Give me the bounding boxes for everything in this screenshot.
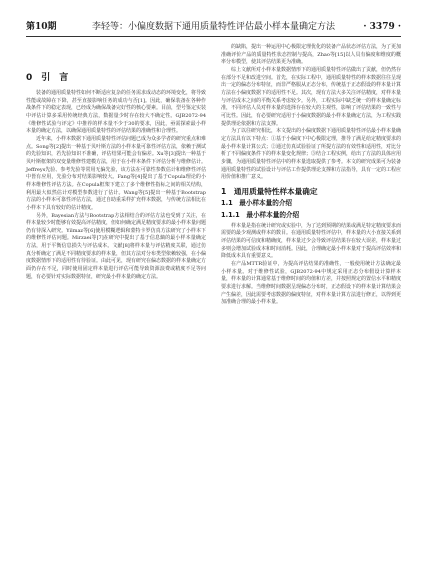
continuation-paragraph-2: 综上文献所对小样本量数据情形下的通用质量特性评估做出了贡献，但仍然存在部分不足和改进空间。首先，在实际工程中，通用质量特性的样本数据往往呈现出一定的偏态分布特征，而非严格服从正态分布，传统基于正态假设的样本量计算方法在小偏度数据下的适用性不足。其次，现有方法大多关注评估精度，对样本量与评估成本之间的平衡关系考虑较少。另外，工程实际中缺乏统一的样本量确定标准，不同评估人员对样本量的选择存在较大的主观性，影响了评估结果的一致性与可比性。因此，有必要研究适用于小偏度数据的最小样本量确定方法，为工程实践提供理论依据和方法支撑。	[221, 66, 402, 127]
section-heading-1: 1 通用质量特性样本量确定	[221, 186, 318, 196]
intro-paragraph-3: 另外，Bayesian方法与Bootstrap方法相结合的评估方法也受到了关注，在样本量较少时能够有效提高评估精度，但如何确定满足精度要求的最小样本量问题仍有待深入研究。Yilmaz等[6]使用模糊逻辑和蒙特卡罗仿真方法研究了小样本下的维修性评估问题。Mirzaei等[7]在研究中提出了基于信息熵的最小样本量确定方法，用于平衡信息损失与评估成本。文献[8]将样本量与评估精度关联，通过仿真分析确定了满足不同精度要求的样本量，但其方法对分布类型依赖较强，在小偏度数据情形下的适用性有待验证。由此可见，现有研究在偏态数据的样本量确定方面仍存在不足，同时使用固定样本量进行评估可能导致资源浪费或精度不足等问题，有必要针对实际数据特征，研究最小样本量的确定方法。	[26, 212, 207, 280]
intro-paragraph-1: 装备的通用质量特性如何不断适应复杂的任务需求成动态的环境变化，将导致性能或故障在下降，甚至直接影响任务的成功与否[1]。因此，确保装备在各种作战条件下的稳定表现，已经成为确保战备完好性的核心要素。目前，型号鉴定实装中评估计算多采用传统经典方法，数据量少时存在较大不确定性。GJB2072-94《维修性试验与评定》中推荐的样本量不少于30的要求，因此，亟需探索最小样本量的确定方法，以确保通用质量特性的评估结果的准确性和合理性。	[26, 90, 207, 135]
subsection-heading-1-1: 1.1 最小样本量的介绍	[221, 198, 293, 207]
continuation-paragraph-3: 为了以往研究相比，本文提出的小偏度数据下通用质量特性评估最小样本量确定方法具有以下特点：①基于小偏度下中心极限定理，推导了满足给定精度要求的最小样本量计算公式；②通过仿真试验验证了所提方法的有效性和适用性，对比分析了不同偏度条件下的样本量变化规律；③结合工程实例，给出了方法的具体应用步骤，为通用质量特性评估中的样本量选取提供了参考。本文的研究成果可为装备通用质量特性的试验设计与评估工作提供理论支撑和方法指导，具有一定的工程应用价值和推广意义。	[221, 128, 402, 181]
body-paragraph-1: 样本量是指在统计研究或实验中，为了达到预期的结果或满足特定精度要求而需要的最少观测或样本的数目。在通用质量特性评估中，样本量的大小直接关系到评估结果的可信度和精确度，样本量过少会导致评估结果存在较大误差，样本量过多则会增加试验成本和时间消耗。因此，合理确定最小样本量对于提高评估效率和降低成本具有重要意义。	[221, 222, 402, 260]
page-number: · 3379 ·	[363, 22, 401, 32]
right-column	[221, 44, 401, 307]
running-header	[26, 20, 401, 34]
intro-paragraph-2: 近年来，小样本数据下通用质量特性评估问题已成为众多学者的研究重点和难点。Song等[2]提出一种基于贝叶斯方法的小样本量可靠性评估方法，依赖于测试的先验知识，若先验知识不准确，评估结果可能会有偏差。Xu等[3]提出一种基于贝叶斯框架的双变量维修性建模方法，用于在小样本条件下评估分析与维修估计。Jeffreys先验、参考先验等常用无偏先验，该方法在可靠性参数估计和维修性评估中皆有应用，先验分布对结果影响较大。Fang等[4]提出了基于Copula理论的小样本维修性评估方法。在Copula框架下建立了多个维修性指标之间的相关结构，利用最大似然估计对模型参数进行了估计。Wang等[5]提出一种基于Bootstrap方法的小样本可靠性评估方法，通过自助重采样扩充样本数据，与传统方法相比在小样本下具有较好的估计精度。	[26, 135, 207, 211]
continuation-paragraph-1: 的缺陷，提出一种运用中心极限定理优化的装备产品状态评估方法，为了更加准确评价产品的质量特性状态控制与提高，Zhao等[15]以人员有偏度和维度的概率分布模型，使其评估结果更为准确。	[221, 44, 402, 66]
left-column	[26, 44, 206, 281]
subsubsection-heading-1-1-1: 1.1.1 最小样本量的介绍	[221, 210, 300, 219]
issue-number: 第10期	[26, 22, 57, 32]
section-heading-introduction: 0 引 言	[26, 73, 69, 83]
body-paragraph-2: 在产品MTTR验证中，为提高评估结果的准确性，一般使用统计方法确定最小样本量。对于维修性试验，GJB2072-94中规定采用正态分布假设计算样本量，样本量的计算通常基于维修时间的均值和方差，并按照规定的置信水平和精度要求进行求解。当维修时间数据呈现偏态分布时，正态假设下的样本量计算结果会产生偏差，因此需要考虑数据的偏度特征，对样本量计算方法进行修正，以得到更加准确合理的最小样本量。	[221, 261, 402, 306]
header-rule	[26, 36, 401, 37]
running-title: 李轻等：小偏度数据下通用质量特性评估最小样本量确定方法	[91, 22, 335, 32]
